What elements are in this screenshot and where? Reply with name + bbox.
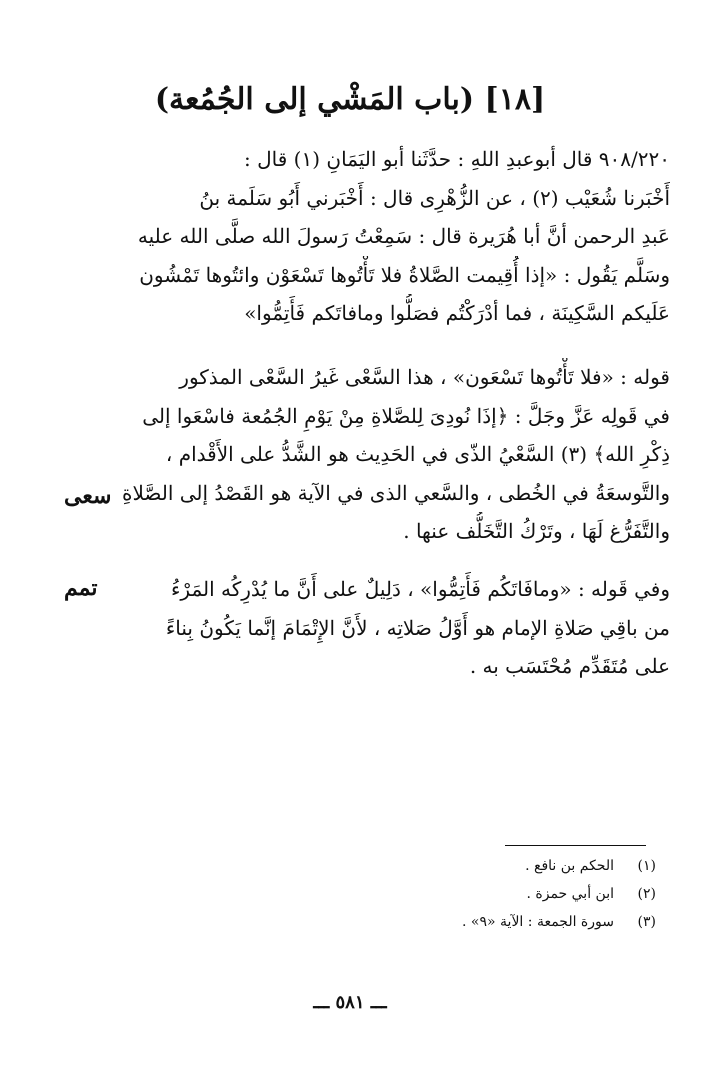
text-line: والتَّوسعَةُ في الخُطى ، والسَّعي الذى في الآية هو القَصْدُ إلى الصَّلاةِ <box>121 480 670 505</box>
text-line: قوله : «فلا تَأْتُوها تَسْعَون» ، هذا السَّعْى غَيرُ السَّعْى المذكور <box>179 365 670 389</box>
margin-keyword: تمم <box>64 575 98 601</box>
text-line: ذِكْرِ الله﴾ (٣) السَّعْيُ الذّى في الحَدِيث هو الشَّدُّ على الأَقْدام ، <box>165 442 670 466</box>
footnotes <box>300 852 656 936</box>
footnote-text: سورة الجمعة : الآية «٩» . <box>462 914 614 930</box>
text-line: ٩٠٨/٢٢٠ قال أبوعبدِ اللهِ : حدَّثَنا أبو اليَمَانِ (١) قال : <box>244 147 670 171</box>
footnote-number: (٢) <box>637 886 656 902</box>
text-line: وسَلَّم يَقُول : «إذا أُقِيمت الصَّلاةُ فلا تَأْتُوها تَسْعَوْن وائتُوها تَمْشُون <box>139 262 670 287</box>
footnote-text: الحكم بن نافع . <box>525 858 614 874</box>
text-line: من باقِي صَلاةِ الإمام هو أَوَّلُ صَلاتِه ، لأَنَّ الإِتْمَامَ إنَّما يَكُونُ بِناءً <box>165 615 670 640</box>
commentary-paragraph-1 <box>120 358 670 551</box>
footnote-divider <box>505 845 646 846</box>
text-line: على مُتَقَدِّم مُحْتَسَب به . <box>469 654 670 678</box>
footnote <box>300 908 656 936</box>
footnote <box>300 852 656 880</box>
footnote-text: ابن أبي حمزة . <box>526 886 614 902</box>
commentary-paragraph-2 <box>120 570 670 686</box>
footnote-number: (٣) <box>637 914 656 930</box>
chapter-heading: [١٨] (باب المَشْي إلى الجُمُعة) <box>154 82 546 117</box>
text-line: وفي قَوله : «ومافَاتَكُم فَأَتِمُّوا» ، دَلِيلٌ على أَنَّ ما يُدْرِكُه المَرْءُ <box>171 577 670 601</box>
footnote-number: (١) <box>637 858 656 874</box>
page-number: ـــ ٥٨١ ـــ <box>313 992 387 1013</box>
footnote <box>300 880 656 908</box>
text-line: عَبدِ الرحمن أنَّ أبا هُرَيرة قال : سَمِعْتُ رَسولَ الله صلَّى الله عليه <box>137 224 670 248</box>
text-line: والتَّفَرُّغ لَهَا ، وتَرْكُ التَّخَلُّف عنها . <box>403 519 670 543</box>
text-line: أَخْبَرنا شُعَيْب (٢) ، عن الزُّهْرِى قال : أَخْبَرني أَبُو سَلَمة بنُ <box>199 185 670 210</box>
text-line: في قَولِه عَزَّ وجَلَّ : ﴿إذَا نُودِىَ لِلصَّلاةِ مِنْ يَوْمِ الجُمُعة فاسْعَوا إلى <box>142 403 670 428</box>
text-line: عَلَيكم السَّكِينَة ، فما أدْرَكْتُم فصَلُّوا ومافاتَكم فَأَتِمُّوا» <box>244 301 670 325</box>
margin-keyword: سعى <box>64 483 112 509</box>
hadith-paragraph <box>120 140 670 333</box>
